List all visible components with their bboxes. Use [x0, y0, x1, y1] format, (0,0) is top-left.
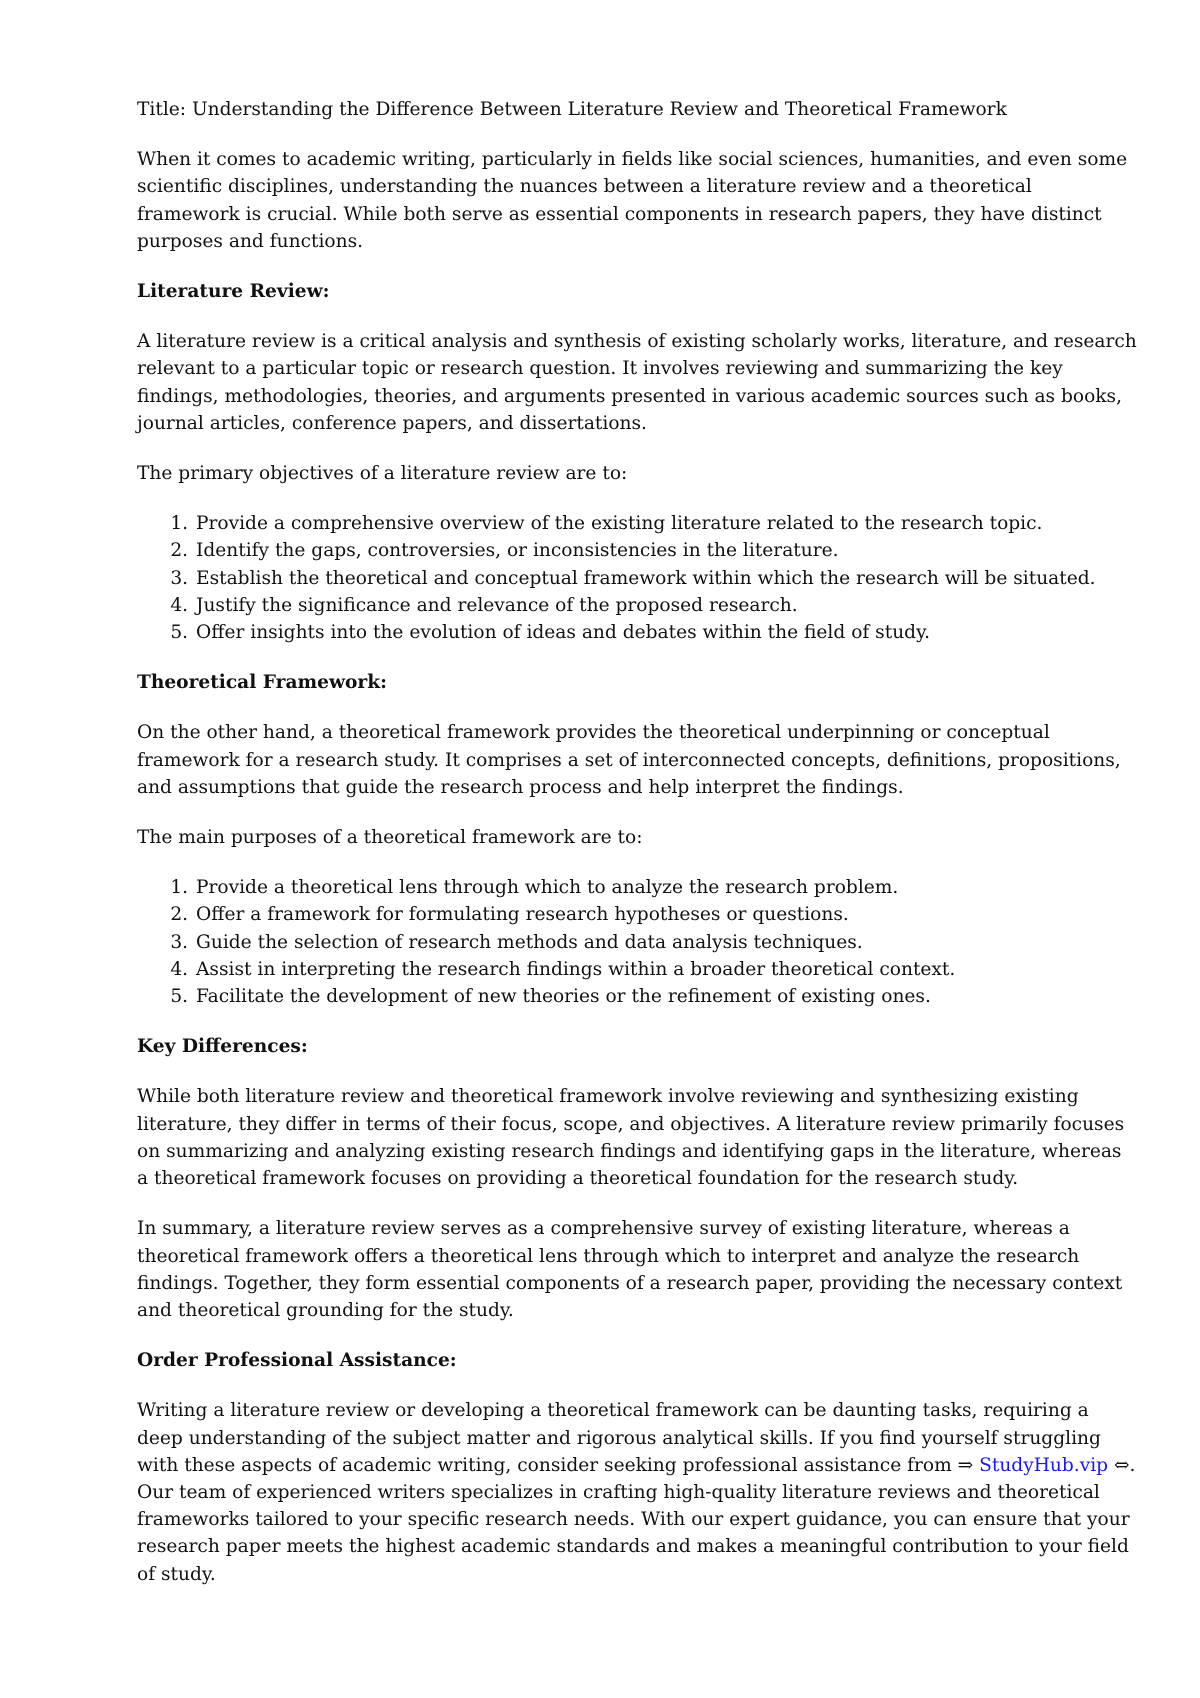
theoretical-framework-list-intro: The main purposes of a theoretical framework are to: — [137, 827, 643, 849]
studyhub-link[interactable]: StudyHub.vip — [979, 1454, 1109, 1476]
theoretical-framework-heading: Theoretical Framework: — [137, 672, 387, 694]
document-page — [137, 96, 1137, 1611]
list-item: 1. Provide a comprehensive overview of the existing literature related to the research topic. — [194, 510, 1137, 537]
list-item: 5. Offer insights into the evolution of ideas and debates within the field of study. — [194, 619, 1137, 646]
list-item: 2. Identify the gaps, controversies, or inconsistencies in the literature. — [194, 537, 1137, 564]
key-differences-heading: Key Differences: — [137, 1036, 308, 1058]
theoretical-framework-paragraph: On the other hand, a theoretical framework provides the theoretical underpinning or conceptual framework for a research study. It comprises a set of interconnected concepts, definitions, propositions, and assumptions that guide the research process and help interpret the findings. — [137, 722, 1121, 798]
literature-review-heading: Literature Review: — [137, 281, 330, 303]
order-text-after-link: ⇔. Our team of experienced writers specializes in crafting high-quality literature reviews and theoretical frameworks tailored to your specific research needs. With our expert guidance, you can ensure that your research paper meets the highest academic standards and makes a meaningful contribution to your field of study. — [137, 1454, 1136, 1585]
literature-review-list-intro: The primary objectives of a literature review are to: — [137, 463, 628, 485]
summary-paragraph: In summary, a literature review serves as a comprehensive survey of existing literature, whereas a theoretical framework offers a theoretical lens through which to interpret and analyze the research findings. Together, they form essential components of a research paper, providing the necessary context and theoretical grounding for the study. — [137, 1218, 1123, 1321]
key-differences-paragraph: While both literature review and theoretical framework involve reviewing and synthesizing existing literature, they differ in terms of their focus, scope, and objectives. A literature review primarily focuses on summarizing and analyzing existing research findings and identifying gaps in the literature, whereas a theoretical framework focuses on providing a theoretical foundation for the research study. — [137, 1086, 1125, 1190]
literature-review-objectives-list — [137, 510, 1137, 646]
intro-paragraph: When it comes to academic writing, particularly in fields like social sciences, humanities, and even some scientific disciplines, understanding the nuances between a literature review and a theoretical framework is crucial. While both serve as essential components in research papers, they have distinct purposes and functions. — [137, 149, 1128, 252]
list-item: 4. Justify the significance and relevance of the proposed research. — [194, 592, 1137, 619]
list-item: 2. Offer a framework for formulating research hypotheses or questions. — [194, 901, 1137, 928]
literature-review-paragraph: A literature review is a critical analysis and synthesis of existing scholarly works, literature, and research relevant to a particular topic or research question. It involves reviewing and summarizing the key findings, methodologies, theories, and arguments presented in various academic sources such as books, journal articles, conference papers, and dissertations. — [137, 331, 1137, 434]
theoretical-framework-purposes-list — [137, 874, 1137, 1010]
list-item: 5. Facilitate the development of new theories or the refinement of existing ones. — [194, 983, 1137, 1010]
list-item: 1. Provide a theoretical lens through which to analyze the research problem. — [194, 874, 1137, 901]
order-text-before-link: Writing a literature review or developing a theoretical framework can be daunting tasks, requiring a deep understanding of the subject matter and rigorous analytical skills. If you find yourself struggling with these aspects of academic writing, consider seeking professional assistance from ⇒ — [137, 1400, 1101, 1476]
list-item: 3. Guide the selection of research methods and data analysis techniques. — [194, 929, 1137, 956]
list-item: 4. Assist in interpreting the research findings within a broader theoretical context. — [194, 956, 1137, 983]
order-assistance-heading: Order Professional Assistance: — [137, 1350, 457, 1372]
order-assistance-paragraph — [137, 1397, 1137, 1587]
list-item: 3. Establish the theoretical and conceptual framework within which the research will be situated. — [194, 565, 1137, 592]
document-title: Title: Understanding the Difference Between Literature Review and Theoretical Framework — [137, 99, 1007, 120]
